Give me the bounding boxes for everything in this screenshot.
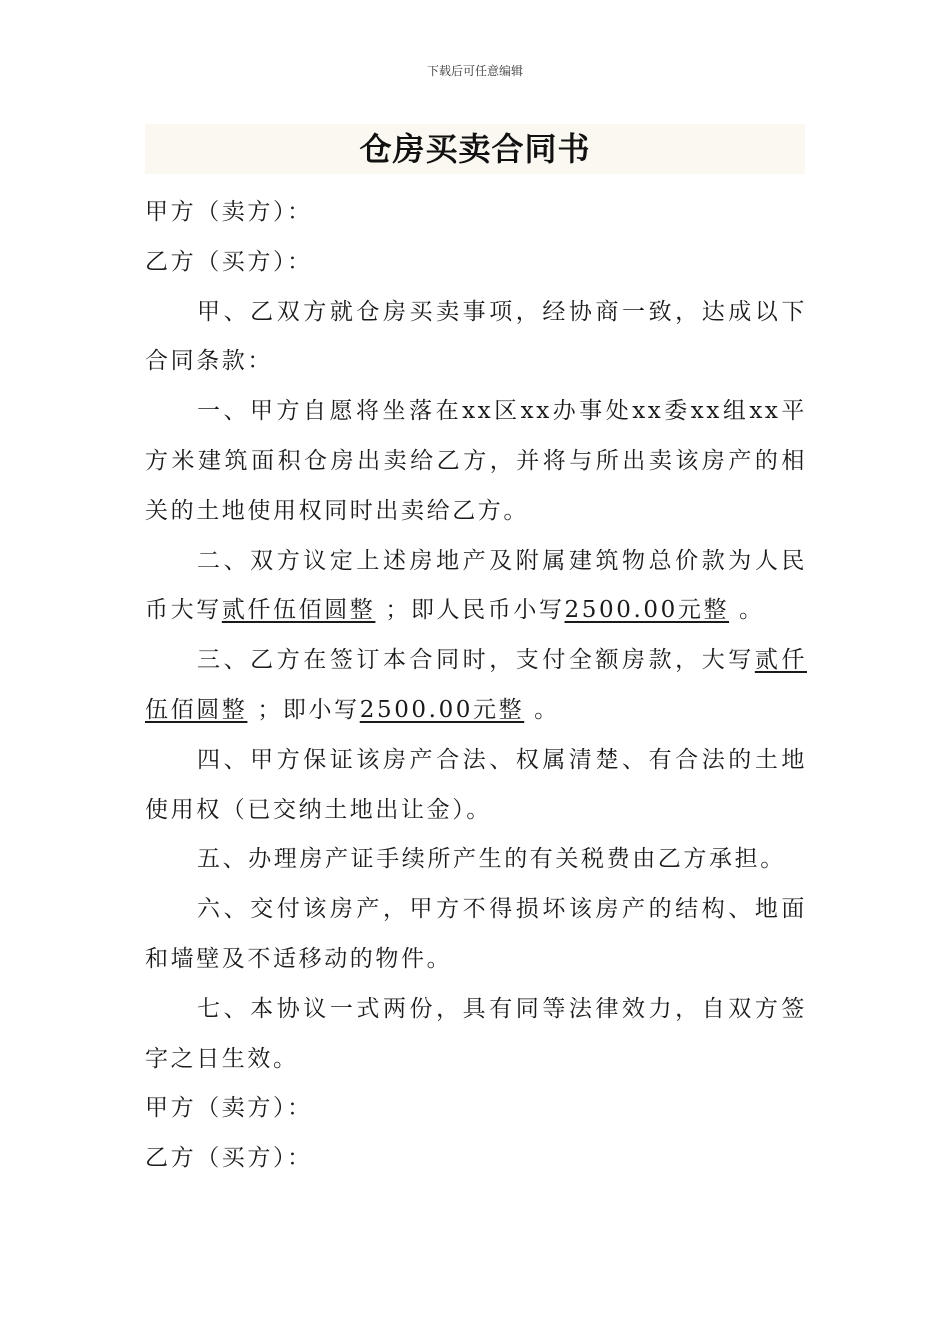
party-a-line: 甲方（卖方）： <box>145 199 313 225</box>
clause-5: 五、办理房产证手续所产生的有关税费由乙方承担。 <box>197 846 786 873</box>
clause-2-text-c: ；即人民币小写 <box>385 597 565 624</box>
contract-body <box>145 188 807 1184</box>
clause-2-amount-words: 贰仟伍佰圆整 <box>221 597 376 624</box>
clause-6: 六、交付该房产，甲方不得损坏该房产的结构、地面和墙壁及不适移动的物件。 <box>145 896 807 972</box>
signature-party-b: 乙方（买方）： <box>145 1145 313 1172</box>
clause-3 <box>145 636 807 736</box>
title-band <box>145 124 805 174</box>
clause-2-text-a: 二、双方议定上述房地产及附属建筑物总价款为人民币大写 <box>145 547 807 624</box>
clause-3-amount-figures: 2500.00元整 <box>359 696 525 723</box>
clause-1: 一、甲方自愿将坐落在xx区xx办事处xx委xx组xx平方米建筑面积仓房出卖给乙方，并将与所出卖该房产的相关的土地使用权同时出卖给乙方。 <box>145 398 807 524</box>
signature-party-a: 甲方（卖方）： <box>145 1095 313 1122</box>
clause-3-amount-words: 贰仟伍佰圆整 <box>145 647 807 723</box>
clause-3-text-c: ；即小写 <box>257 696 360 723</box>
clause-3-text-e: 。 <box>534 696 560 723</box>
document-title: 仓房买卖合同书 <box>359 130 591 168</box>
clause-4: 四、甲方保证该房产合法、权属清楚、有合法的土地使用权（已交纳土地出让金）。 <box>145 746 807 823</box>
clause-2 <box>145 537 807 637</box>
clause-3-text-a: 三、乙方在签订本合同时，支付全额房款，大写 <box>197 647 755 674</box>
clause-2-amount-figures: 2500.00元整 <box>564 597 730 624</box>
clause-2-text-e: 。 <box>738 597 765 624</box>
clause-7: 七、本协议一式两份，具有同等法律效力，自双方签字之日生效。 <box>145 995 807 1072</box>
intro-paragraph: 甲、乙双方就仓房买卖事项，经协商一致，达成以下合同条款： <box>145 298 807 375</box>
party-b-line: 乙方（买方）： <box>145 248 313 275</box>
page-header-note: 下载后可任意编辑 <box>426 64 523 78</box>
